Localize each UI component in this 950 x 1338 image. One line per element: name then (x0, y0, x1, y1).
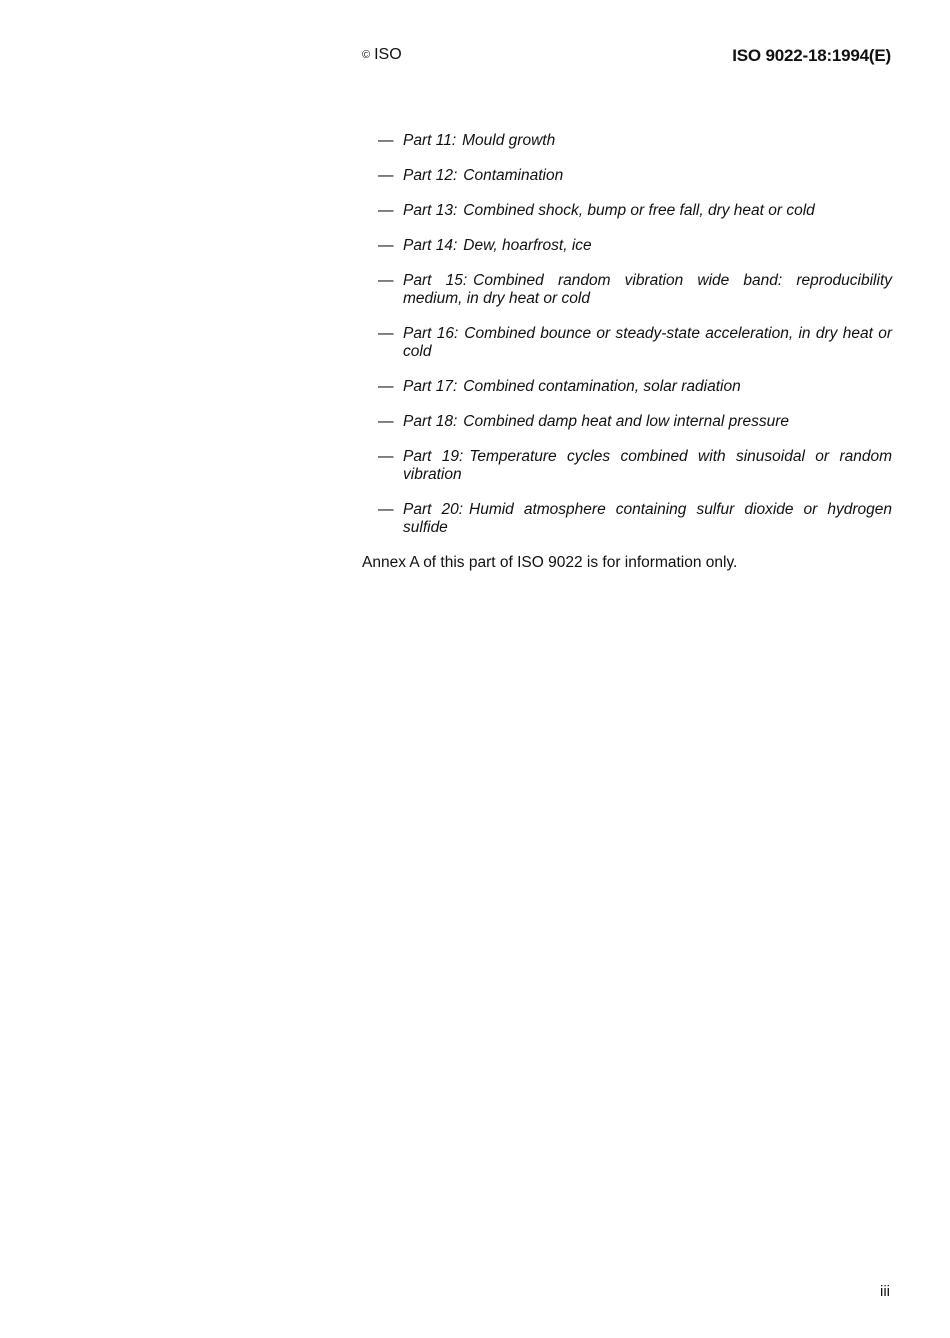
part-title: Mould growth (462, 132, 556, 149)
dash: — (378, 202, 394, 219)
annex-note: Annex A of this part of ISO 9022 is for information only. (362, 554, 738, 571)
part-title: Combined contamination, solar radiation (463, 378, 741, 395)
list-item (378, 202, 892, 220)
part-label: Part 15: (403, 272, 468, 289)
list-item (378, 167, 892, 185)
part-title: Dew, hoarfrost, ice (463, 237, 592, 254)
part-title: Combined random vibration wide band: reproducibility medium, in dry heat or cold (403, 272, 893, 307)
list-item (378, 237, 892, 255)
list-item (378, 448, 892, 484)
dash: — (378, 378, 394, 395)
list-item (378, 501, 892, 537)
list-item (378, 272, 892, 308)
list-item (378, 413, 892, 431)
dash: — (378, 501, 394, 518)
part-label: Part 20: (403, 501, 464, 518)
part-label: Part 11: (403, 132, 457, 149)
header-copyright (362, 45, 402, 65)
document-id: ISO 9022-18:1994(E) (732, 46, 891, 65)
dash: — (378, 167, 394, 184)
list-item (378, 132, 892, 150)
part-title: Combined bounce or steady-state acceleration, in dry heat or cold (403, 325, 892, 360)
list-item (378, 378, 892, 396)
part-title: Temperature cycles combined with sinusoidal or random vibration (403, 448, 892, 483)
page-number: iii (880, 1283, 890, 1300)
part-label: Part 14: (403, 237, 458, 254)
part-title: Combined shock, bump or free fall, dry heat or cold (463, 202, 815, 219)
dash: — (378, 132, 394, 149)
list-item (378, 325, 892, 361)
parts-list (378, 132, 892, 554)
part-title: Contamination (463, 167, 564, 184)
part-label: Part 16: (403, 325, 459, 342)
dash: — (378, 325, 394, 342)
part-label: Part 13: (403, 202, 458, 219)
part-title: Humid atmosphere containing sulfur dioxide or hydrogen sulfide (403, 501, 892, 536)
dash: — (378, 272, 394, 289)
header-organization: ISO (374, 46, 402, 63)
dash: — (378, 448, 394, 465)
part-label: Part 19: (403, 448, 464, 465)
copyright-icon: © (362, 49, 371, 61)
part-label: Part 18: (403, 413, 458, 430)
dash: — (378, 237, 394, 254)
part-label: Part 12: (403, 167, 458, 184)
part-title: Combined damp heat and low internal pressure (463, 413, 789, 430)
dash: — (378, 413, 394, 430)
part-label: Part 17: (403, 378, 458, 395)
